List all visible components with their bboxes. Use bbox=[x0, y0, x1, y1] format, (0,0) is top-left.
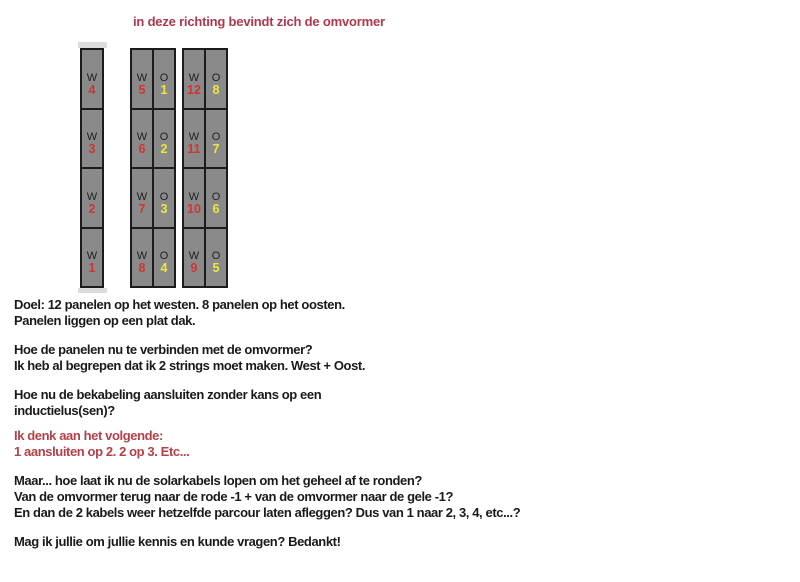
orientation-letter: W bbox=[136, 190, 148, 203]
orientation-letter: W bbox=[86, 71, 98, 84]
panel-cell-W12 bbox=[184, 50, 204, 108]
orientation-letter: O bbox=[211, 190, 221, 203]
text-line: En dan de 2 kabels weer hetzelfde parcour laten afleggen? Dus van 1 naar 2, 3, 4, etc...? bbox=[14, 505, 521, 520]
orientation-letter: O bbox=[211, 250, 221, 263]
panel-cell-O7 bbox=[206, 108, 226, 168]
orientation-letter: W bbox=[136, 250, 148, 263]
orientation-letter: O bbox=[211, 131, 221, 144]
panel-cell-O8 bbox=[206, 50, 226, 108]
panel-cell-O3 bbox=[154, 167, 174, 227]
text-line: Van de omvormer terug naar de rode -1 + van de omvormer naar de gele -1? bbox=[14, 489, 453, 504]
panel-cell-W7 bbox=[132, 167, 152, 227]
panel-group-west-east-1 bbox=[130, 48, 176, 288]
panel-cell-O6 bbox=[206, 167, 226, 227]
paragraph bbox=[14, 342, 754, 374]
panel-column bbox=[204, 48, 228, 288]
orientation-letter: W bbox=[136, 131, 148, 144]
panel-number: 4 bbox=[160, 261, 168, 276]
panel-number: 3 bbox=[88, 142, 96, 157]
text-line: 1 aansluiten op 2. 2 op 3. Etc... bbox=[14, 444, 190, 459]
question-text bbox=[14, 297, 754, 563]
panel-cell-W11 bbox=[184, 108, 204, 168]
panel-cell-W2 bbox=[82, 167, 102, 227]
panel-number: 10 bbox=[187, 201, 201, 216]
panel-cell-W6 bbox=[132, 108, 152, 168]
panel-number: 2 bbox=[160, 142, 168, 157]
orientation-letter: O bbox=[159, 250, 169, 263]
panel-number: 1 bbox=[88, 261, 96, 276]
panel-number: 11 bbox=[187, 142, 201, 157]
panel-number: 7 bbox=[138, 201, 146, 216]
text-line: Ik heb al begrepen dat ik 2 strings moet maken. West + Oost. bbox=[14, 358, 366, 373]
orientation-letter: W bbox=[86, 190, 98, 203]
panel-number: 6 bbox=[138, 142, 146, 157]
panel-column bbox=[182, 48, 206, 288]
text-line: Doel: 12 panelen op het westen. 8 panelen op het oosten. bbox=[14, 297, 345, 312]
panel-column bbox=[80, 48, 104, 288]
orientation-letter: O bbox=[159, 71, 169, 84]
west-column-cap-bottom bbox=[78, 288, 107, 293]
panel-number: 3 bbox=[160, 201, 168, 216]
panel-column bbox=[130, 48, 154, 288]
paragraph bbox=[14, 387, 754, 419]
panel-cell-W10 bbox=[184, 167, 204, 227]
panel-number: 8 bbox=[212, 82, 220, 97]
inverter-direction-caption: in deze richting bevindt zich de omvormer bbox=[133, 14, 385, 29]
idea-paragraph-red bbox=[14, 428, 754, 460]
orientation-letter: W bbox=[86, 250, 98, 263]
text-line: Maar... hoe laat ik nu de solarkabels lopen om het geheel af te ronden? bbox=[14, 473, 422, 488]
panel-cell-O2 bbox=[154, 108, 174, 168]
text-line: Panelen liggen op een plat dak. bbox=[14, 313, 196, 328]
panel-cell-O5 bbox=[206, 227, 226, 287]
panel-cell-O1 bbox=[154, 50, 174, 108]
panel-number: 7 bbox=[212, 142, 220, 157]
orientation-letter: W bbox=[188, 131, 200, 144]
paragraph bbox=[14, 297, 754, 329]
paragraph bbox=[14, 534, 754, 550]
orientation-letter: W bbox=[188, 250, 200, 263]
text-line: Hoe de panelen nu te verbinden met de omvormer? bbox=[14, 342, 313, 357]
panel-group-west-column bbox=[80, 48, 104, 288]
panel-cell-W1 bbox=[82, 227, 102, 287]
text-line: inductielus(sen)? bbox=[14, 403, 115, 418]
orientation-letter: O bbox=[159, 131, 169, 144]
panel-number: 4 bbox=[88, 82, 96, 97]
panel-number: 6 bbox=[212, 201, 220, 216]
paragraph bbox=[14, 473, 754, 521]
orientation-letter: W bbox=[188, 71, 200, 84]
panel-number: 8 bbox=[138, 261, 146, 276]
panel-cell-W9 bbox=[184, 227, 204, 287]
panel-number: 5 bbox=[212, 261, 220, 276]
orientation-letter: O bbox=[211, 71, 221, 84]
panel-number: 5 bbox=[138, 82, 146, 97]
panel-number: 12 bbox=[187, 82, 201, 97]
panel-cell-W5 bbox=[132, 50, 152, 108]
orientation-letter: W bbox=[188, 190, 200, 203]
text-line: Mag ik jullie om jullie kennis en kunde vragen? Bedankt! bbox=[14, 534, 341, 549]
orientation-letter: O bbox=[159, 190, 169, 203]
panel-cell-W8 bbox=[132, 227, 152, 287]
panel-number: 9 bbox=[190, 261, 198, 276]
panel-number: 1 bbox=[160, 82, 168, 97]
text-line: Ik denk aan het volgende: bbox=[14, 428, 163, 443]
panel-cell-W4 bbox=[82, 50, 102, 108]
panel-cell-O4 bbox=[154, 227, 174, 287]
panel-group-west-east-2 bbox=[182, 48, 228, 288]
panel-cell-W3 bbox=[82, 108, 102, 168]
orientation-letter: W bbox=[136, 71, 148, 84]
text-line: Hoe nu de bekabeling aansluiten zonder kans op een bbox=[14, 387, 322, 402]
orientation-letter: W bbox=[86, 131, 98, 144]
panel-number: 2 bbox=[88, 201, 96, 216]
panel-column bbox=[152, 48, 176, 288]
